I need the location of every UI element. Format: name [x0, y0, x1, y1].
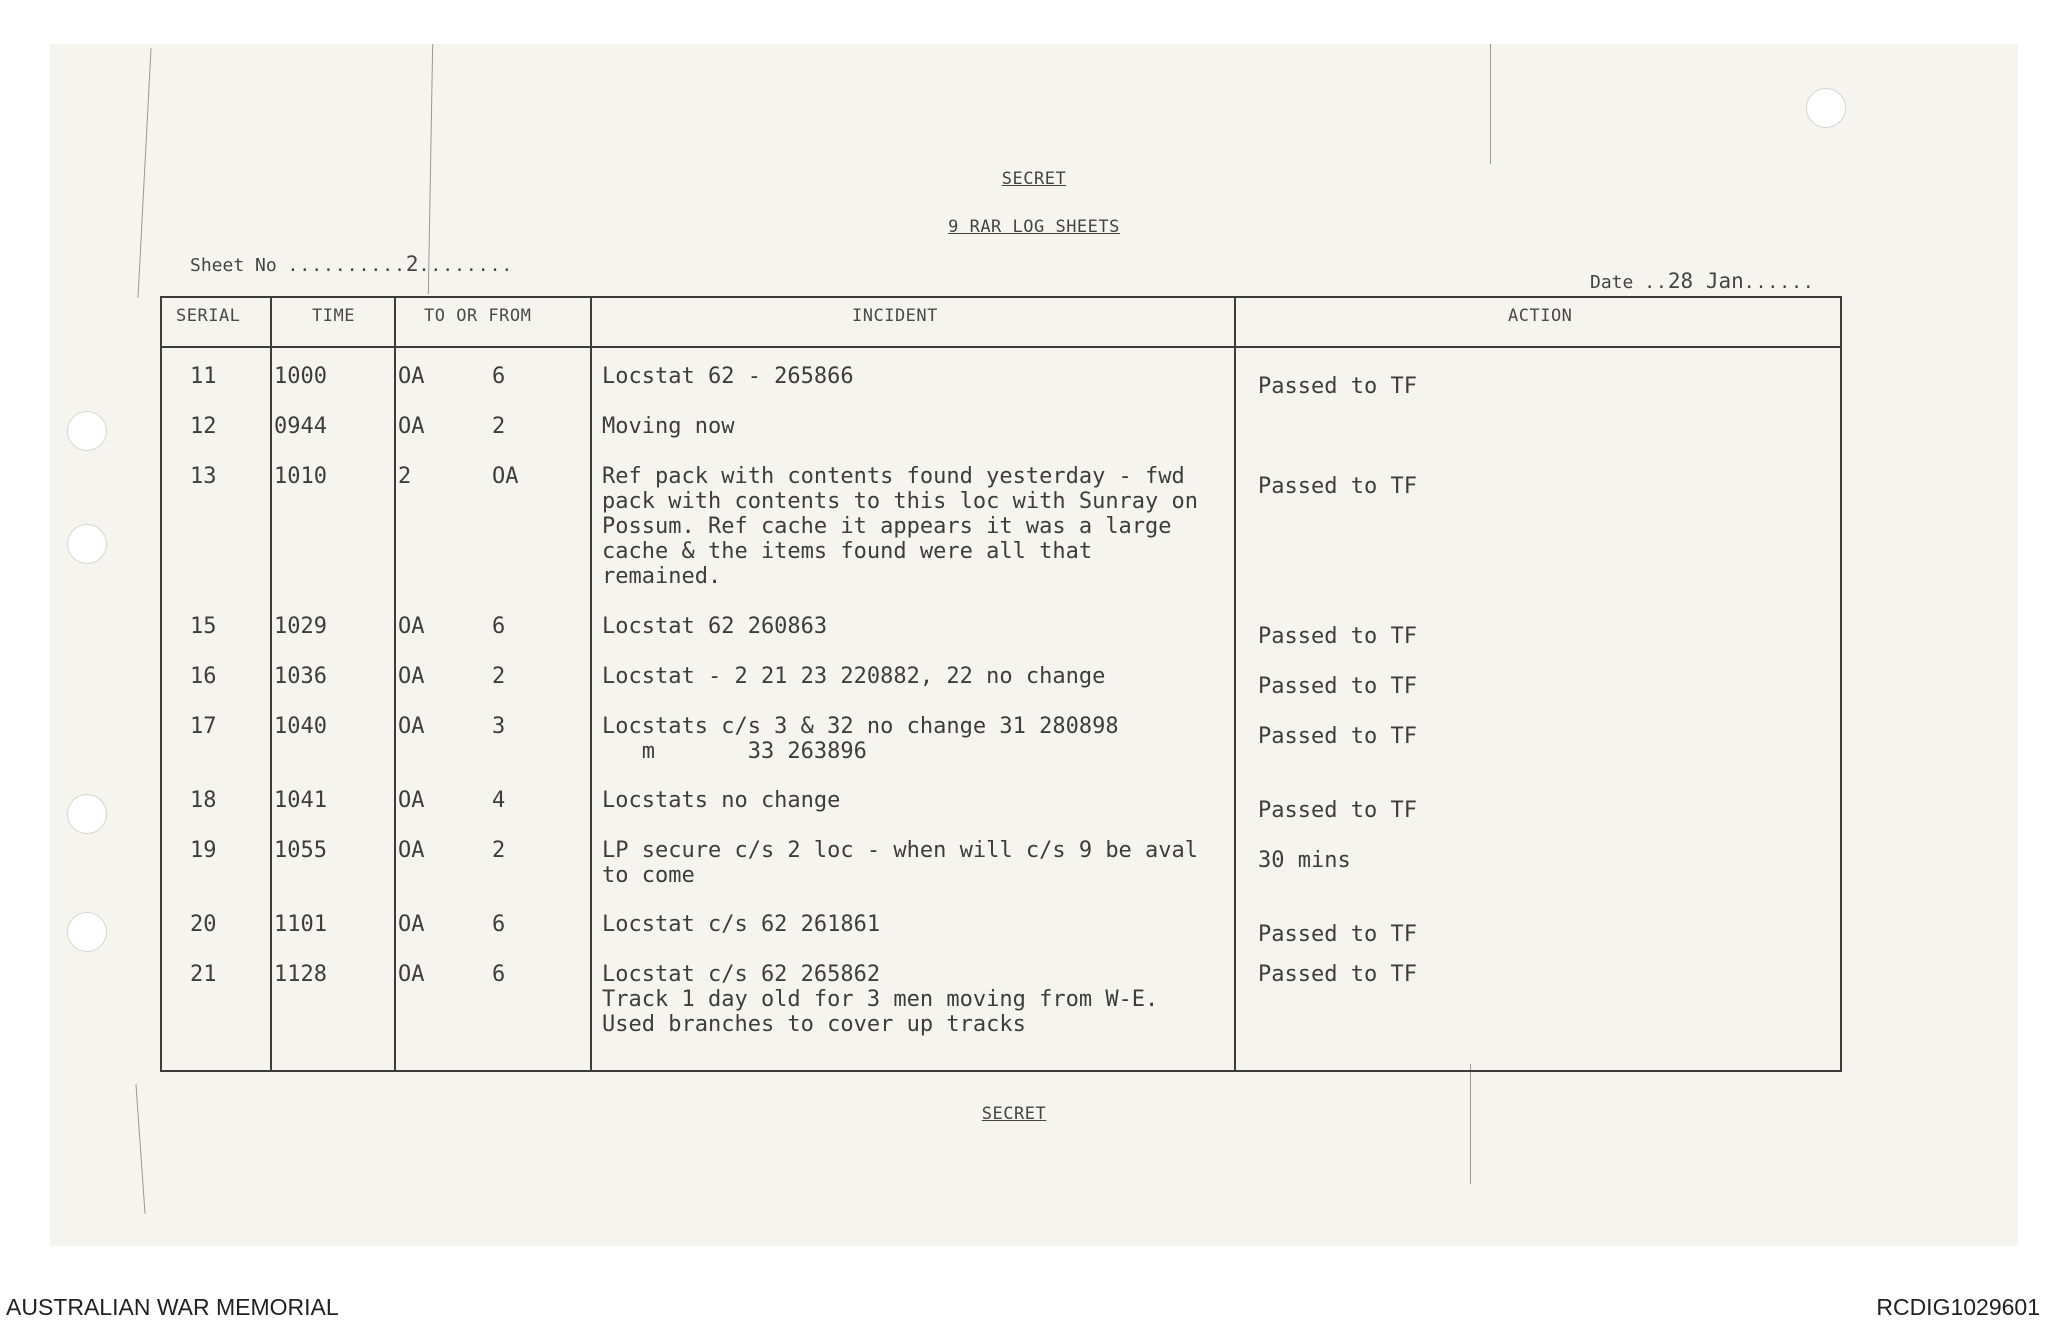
archive-credit: AUSTRALIAN WAR MEMORIAL: [6, 1294, 339, 1320]
to-cell: OA: [398, 664, 425, 689]
header-to-or-from: TO OR FROM: [424, 306, 532, 326]
from-cell: 2: [492, 838, 506, 863]
header-action: ACTION: [1508, 306, 1573, 326]
serial-cell: 19: [190, 838, 217, 863]
binder-hole: [67, 524, 107, 564]
from-cell: 6: [492, 364, 506, 389]
header-incident: INCIDENT: [852, 306, 938, 326]
from-cell: 2: [492, 664, 506, 689]
incident-cell: Ref pack with contents found yesterday - fwd pack with contents to this loc with Sunray on Possum. Ref cache it appears it was a large cache & the items found were all that remained.: [602, 464, 1199, 589]
time-cell: 1041: [274, 788, 327, 813]
time-cell: 1029: [274, 614, 327, 639]
incident-cell: Moving now: [602, 414, 735, 439]
action-cell: Passed to TF: [1258, 674, 1417, 699]
incident-cell: Locstat c/s 62 261861: [602, 912, 881, 937]
serial-cell: 21: [190, 962, 217, 987]
serial-cell: 12: [190, 414, 217, 439]
header-time: TIME: [312, 306, 355, 326]
classification-top: SECRET: [1001, 169, 1067, 189]
action-cell: Passed to TF: [1258, 374, 1417, 399]
to-cell: OA: [398, 364, 425, 389]
binder-hole: [67, 411, 107, 451]
incident-cell: Locstats no change: [602, 788, 841, 813]
action-cell: Passed to TF: [1258, 624, 1417, 649]
incident-cell: LP secure c/s 2 loc - when will c/s 9 be aval to come: [602, 838, 1199, 888]
serial-cell: 15: [190, 614, 217, 639]
date-field: Date ..28 Jan......: [1590, 269, 1815, 293]
incident-cell: Locstat - 2 21 23 220882, 22 no change: [602, 664, 1106, 689]
date-value: 28 Jan: [1667, 269, 1744, 293]
binder-hole: [67, 794, 107, 834]
action-cell: Passed to TF: [1258, 474, 1417, 499]
from-cell: 4: [492, 788, 506, 813]
serial-cell: 11: [190, 364, 217, 389]
time-cell: 1000: [274, 364, 327, 389]
fold-mark: [1470, 1064, 1471, 1184]
serial-cell: 16: [190, 664, 217, 689]
header-serial: SERIAL: [176, 306, 241, 326]
to-cell: OA: [398, 788, 425, 813]
date-label: Date: [1590, 272, 1634, 293]
sheet-number-value: 2: [405, 252, 419, 276]
action-cell: 30 mins: [1258, 848, 1351, 873]
time-cell: 1055: [274, 838, 327, 863]
from-cell: 6: [492, 962, 506, 987]
to-cell: OA: [398, 414, 425, 439]
to-cell: OA: [398, 838, 425, 863]
action-cell: Passed to TF: [1258, 922, 1417, 947]
incident-cell: Locstat 62 - 265866: [602, 364, 854, 389]
action-cell: Passed to TF: [1258, 962, 1417, 987]
classification-bottom: SECRET: [981, 1104, 1047, 1124]
from-cell: 2: [492, 414, 506, 439]
time-cell: 1036: [274, 664, 327, 689]
sheet-number-field: Sheet No ..........2........: [190, 252, 514, 276]
fold-mark: [1490, 44, 1491, 164]
action-cell: Passed to TF: [1258, 798, 1417, 823]
serial-cell: 18: [190, 788, 217, 813]
serial-cell: 20: [190, 912, 217, 937]
time-cell: 1010: [274, 464, 327, 489]
to-cell: 2: [398, 464, 412, 489]
to-cell: OA: [398, 714, 425, 739]
document-title: 9 RAR LOG SHEETS: [948, 217, 1120, 237]
time-cell: 1101: [274, 912, 327, 937]
from-cell: 6: [492, 614, 506, 639]
log-table: [160, 296, 1842, 1072]
action-cell: Passed to TF: [1258, 724, 1417, 749]
serial-cell: 17: [190, 714, 217, 739]
from-cell: OA: [492, 464, 519, 489]
sheet-number-label: Sheet No: [190, 255, 277, 276]
to-cell: OA: [398, 614, 425, 639]
time-cell: 1040: [274, 714, 327, 739]
to-cell: OA: [398, 962, 425, 987]
record-identifier: RCDIG1029601: [1876, 1294, 2040, 1320]
paper-sheet: [50, 44, 2018, 1246]
time-cell: 0944: [274, 414, 327, 439]
from-cell: 6: [492, 912, 506, 937]
serial-cell: 13: [190, 464, 217, 489]
from-cell: 3: [492, 714, 506, 739]
incident-cell: Locstat 62 260863: [602, 614, 828, 639]
incident-cell: Locstats c/s 3 & 32 no change 31 280898 m 33 263896: [602, 714, 1119, 764]
to-cell: OA: [398, 912, 425, 937]
binder-hole: [67, 912, 107, 952]
incident-cell: Locstat c/s 62 265862 Track 1 day old for 3 men moving from W-E. Used branches to cover up tracks: [602, 962, 1159, 1037]
binder-hole: [1806, 88, 1846, 128]
time-cell: 1128: [274, 962, 327, 987]
